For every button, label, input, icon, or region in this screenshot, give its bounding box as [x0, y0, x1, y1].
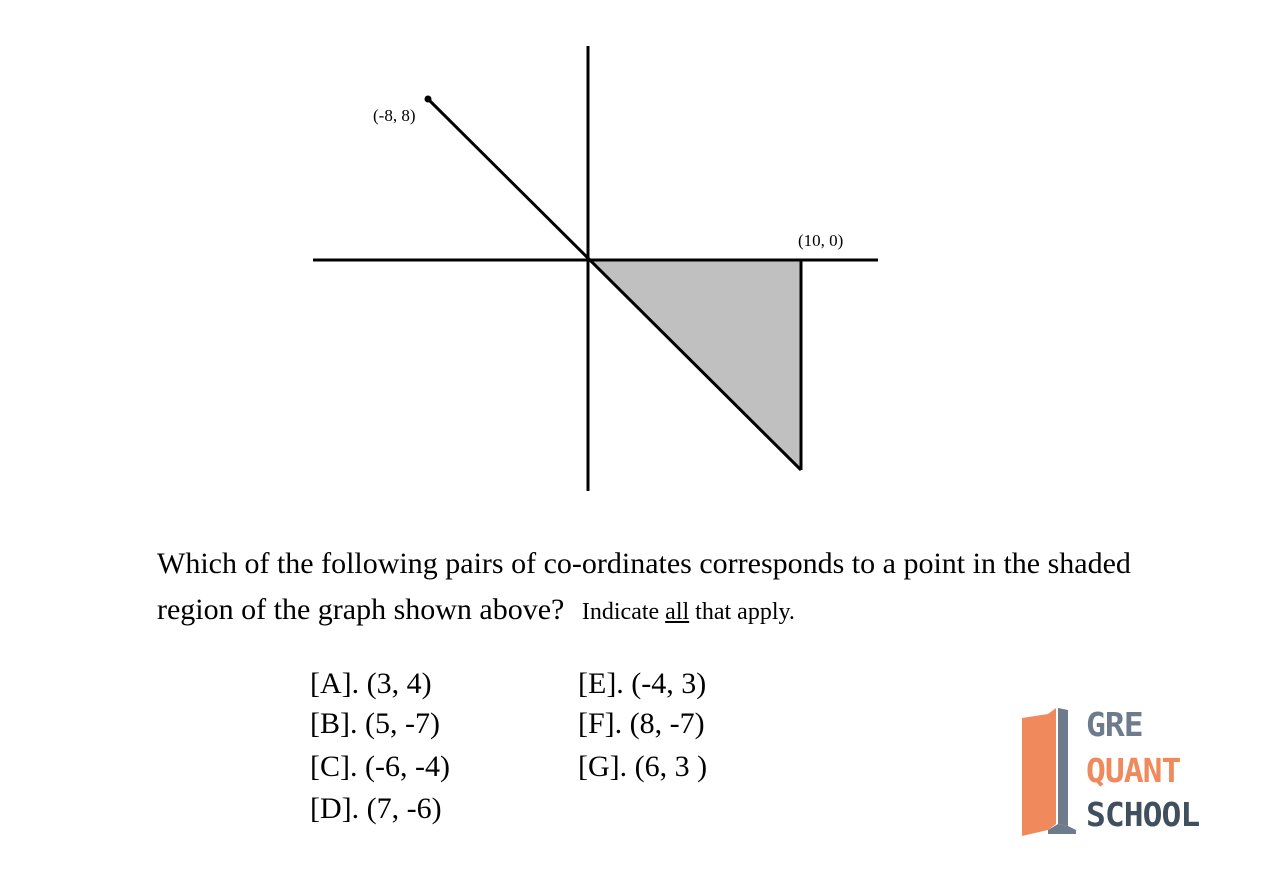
choice-d[interactable]: [D]. (7, -6) [310, 792, 442, 825]
open-book-icon [1018, 704, 1084, 836]
point-label-neg8-8: (-8, 8) [373, 106, 416, 125]
point-label-10-0: (10, 0) [798, 231, 844, 250]
question [157, 541, 1157, 635]
logo-word-gre: GRE [1086, 705, 1143, 744]
choice-g[interactable]: [G]. (6, 3 ) [578, 750, 708, 783]
endpoint-dot [425, 96, 432, 103]
instruction-emphasis: all [665, 599, 690, 625]
choice-b[interactable]: [B]. (5, -7) [310, 707, 440, 740]
question-text: Which of the following pairs of co-ordinates corresponds to a point in the shaded region of the graph shown above? [157, 547, 1131, 626]
instruction-post: that apply. [689, 599, 795, 625]
choice-f[interactable]: [F]. (8, -7) [578, 707, 705, 740]
logo-word-quant: QUANT [1086, 751, 1181, 790]
choice-c[interactable]: [C]. (-6, -4) [310, 750, 450, 783]
logo-word-school: SCHOOL [1086, 795, 1200, 834]
choice-e[interactable]: [E]. (-4, 3) [578, 667, 707, 700]
gre-quant-school-logo [1018, 704, 1218, 836]
instruction [582, 599, 795, 625]
instruction-pre: Indicate [581, 599, 666, 625]
choice-a[interactable]: [A]. (3, 4) [310, 667, 432, 700]
